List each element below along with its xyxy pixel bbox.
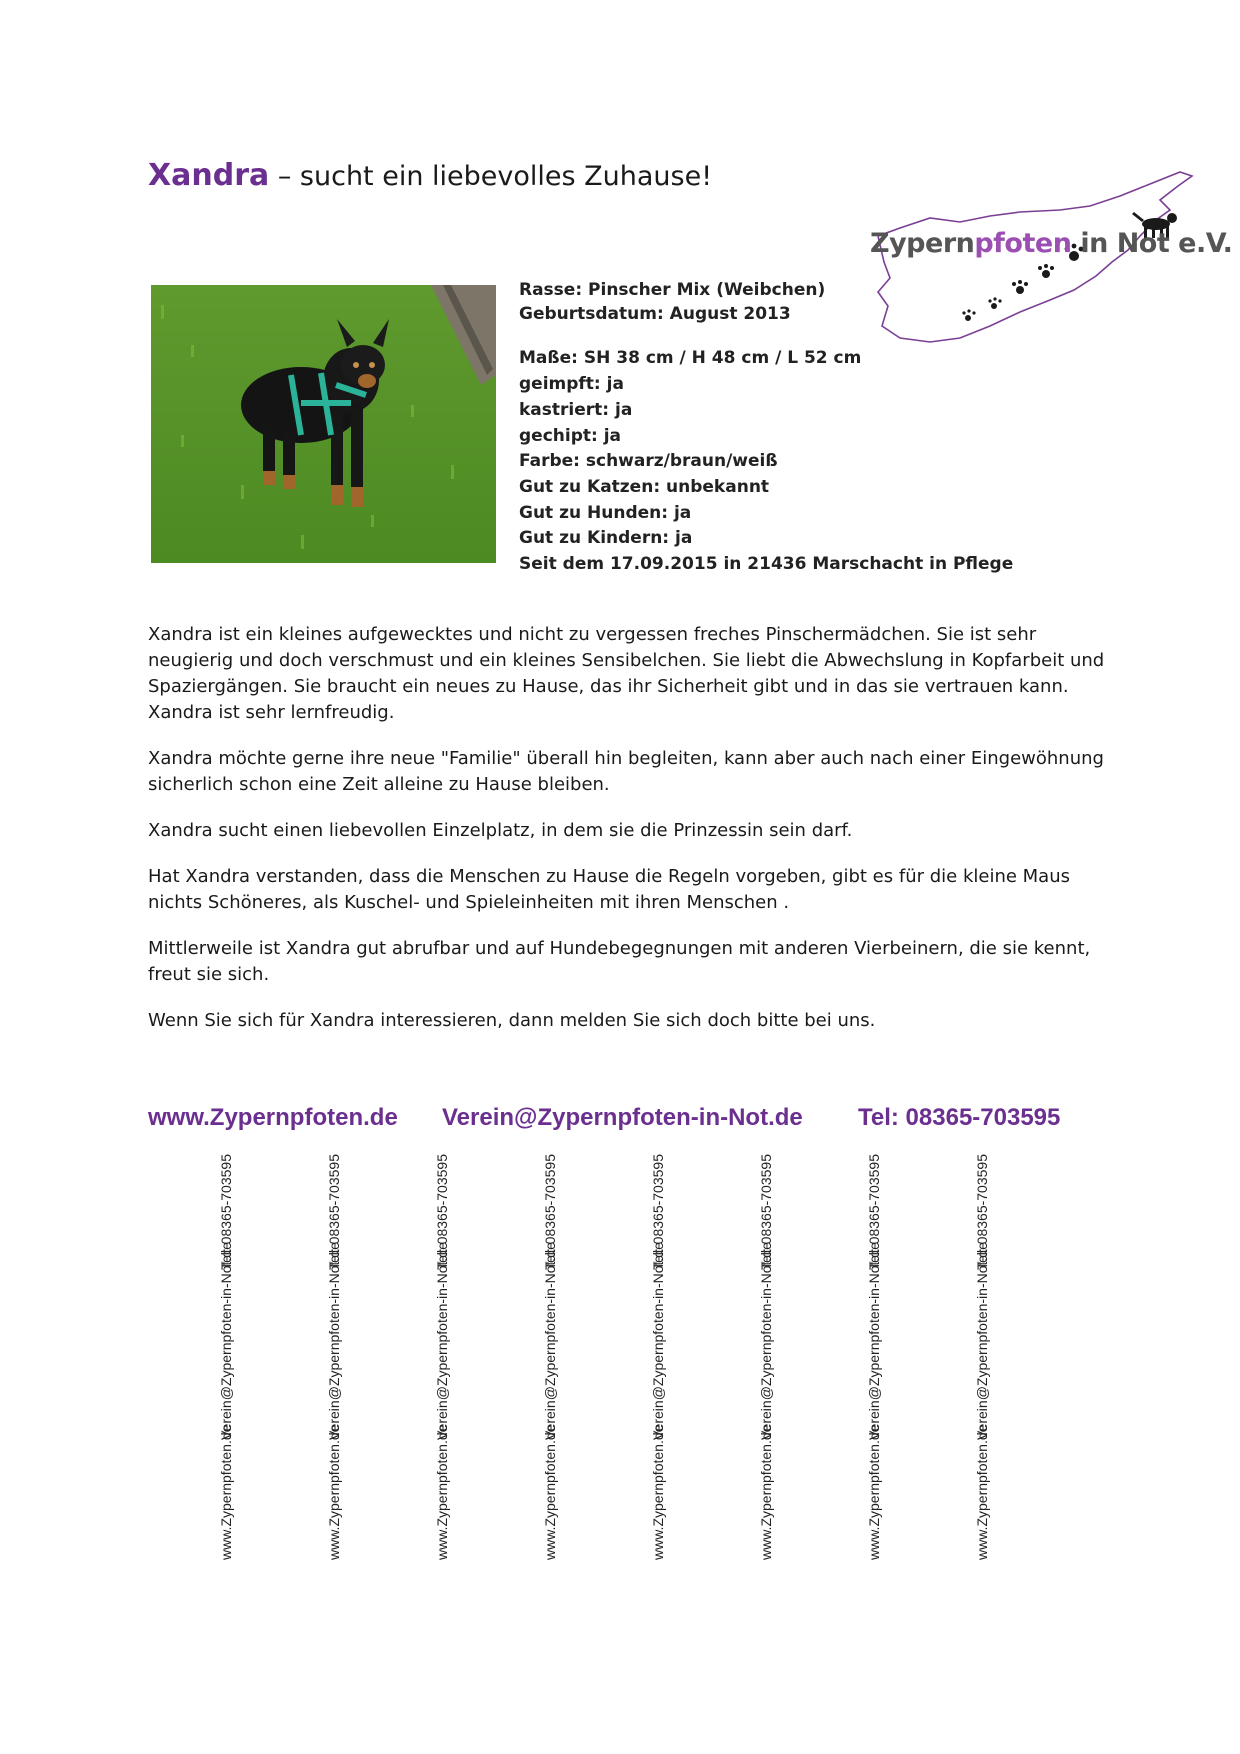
tearoff-tel: Tel: 08365-703595 [650,1154,666,1270]
paragraph: Mittlerweile ist Xandra gut abrufbar und auf Hundebegegnungen mit anderen Vierbeinern, die sie kennt, freut sie sich. [148,938,1091,985]
tearoff-tel: Tel: 08365-703595 [974,1154,990,1270]
fact-breed: Rasse: Pinscher Mix (Weibchen) [519,280,826,300]
fact-color: Farbe: schwarz/braun/weiß [519,451,778,471]
tearoff-strip [974,1154,1014,1580]
tearoff-tel: Tel: 08365-703595 [542,1154,558,1270]
tearoff-email: Verein@Zypernpfoten-in-Not.de [326,1242,342,1440]
fact-dogs: Gut zu Hunden: ja [519,503,692,523]
tearoff-email: Verein@Zypernpfoten-in-Not.de [542,1242,558,1440]
dog-name: Xandra [148,158,270,193]
tearoff-web: www.Zypernpfoten.de [650,1424,666,1560]
page-title [148,156,712,197]
tearoff-web: www.Zypernpfoten.de [974,1424,990,1560]
tearoff-web: www.Zypernpfoten.de [542,1424,558,1560]
fact-kids: Gut zu Kindern: ja [519,528,693,548]
tearoff-strip [218,1154,258,1580]
tearoff-strip [650,1154,690,1580]
tearoff-email: Verein@Zypernpfoten-in-Not.de [650,1242,666,1440]
tearoff-web: www.Zypernpfoten.de [218,1424,234,1560]
footer-website[interactable]: www.Zypernpfoten.de [148,1104,398,1131]
fact-neutered: kastriert: ja [519,400,633,420]
tearoff-web: www.Zypernpfoten.de [326,1424,342,1560]
organization-logo [860,166,1233,356]
dog-photo [151,285,496,563]
footer-phone: Tel: 08365-703595 [858,1104,1061,1131]
tearoff-email: Verein@Zypernpfoten-in-Not.de [974,1242,990,1440]
tearoff-email: Verein@Zypernpfoten-in-Not.de [434,1242,450,1440]
tearoff-tel: Tel: 08365-703595 [434,1154,450,1270]
tearoff-strip [434,1154,474,1580]
paragraph: Xandra ist ein kleines aufgewecktes und nicht zu vergessen freches Pinschermädchen. Sie ist sehr neugierig und doch verschmust und ein kleines Sensibelchen. Sie liebt die Abwechslung in Kopfarbeit und Spaziergängen. Sie braucht ein neues zu Hause, das ihr Sicherheit gibt und in das sie vertrauen kann. Xandra ist sehr lernfreudig. [148,624,1105,723]
tearoff-email: Verein@Zypernpfoten-in-Not.de [218,1242,234,1440]
logo-text: Zypernpfoten in Not e.V. [870,228,1233,259]
fact-foster: Seit dem 17.09.2015 in 21436 Marschacht in Pflege [519,554,1014,574]
fact-vaccinated: geimpft: ja [519,374,624,394]
tearoff-tel: Tel: 08365-703595 [326,1154,342,1270]
tearoff-web: www.Zypernpfoten.de [758,1424,774,1560]
fact-birthdate: Geburtsdatum: August 2013 [519,304,791,324]
tearoff-strip [542,1154,582,1580]
tearoff-tel: Tel: 08365-703595 [758,1154,774,1270]
tearoff-strip [326,1154,366,1580]
fact-measurements: Maße: SH 38 cm / H 48 cm / L 52 cm [519,348,862,368]
fact-chipped: gechipt: ja [519,426,622,446]
cyprus-map-outline [860,166,1200,356]
fact-cats: Gut zu Katzen: unbekannt [519,477,770,497]
tearoff-tel: Tel: 08365-703595 [866,1154,882,1270]
tearoff-email: Verein@Zypernpfoten-in-Not.de [758,1242,774,1440]
paragraph: Hat Xandra verstanden, dass die Menschen zu Hause die Regeln vorgeben, gibt es für die kleine Maus nichts Schöneres, als Kuschel- und Spieleinheiten mit ihren Menschen . [148,866,1070,913]
paragraph: Xandra möchte gerne ihre neue "Familie" überall hin begleiten, kann aber auch nach einer Eingewöhnung sicherlich schon eine Zeit alleine zu Hause bleiben. [148,748,1104,795]
tearoff-strip [866,1154,906,1580]
tagline: – sucht ein liebevolles Zuhause! [269,161,713,192]
tearoff-web: www.Zypernpfoten.de [866,1424,882,1560]
tearoff-tel: Tel: 08365-703595 [218,1154,234,1270]
tearoff-web: www.Zypernpfoten.de [434,1424,450,1560]
description [148,622,1108,1054]
footer-email[interactable]: Verein@Zypernpfoten-in-Not.de [442,1104,803,1131]
tearoff-email: Verein@Zypernpfoten-in-Not.de [866,1242,882,1440]
paragraph: Wenn Sie sich für Xandra interessieren, dann melden Sie sich doch bitte bei uns. [148,1010,876,1031]
paragraph: Xandra sucht einen liebevollen Einzelplatz, in dem sie die Prinzessin sein darf. [148,820,853,841]
tearoff-strip [758,1154,798,1580]
